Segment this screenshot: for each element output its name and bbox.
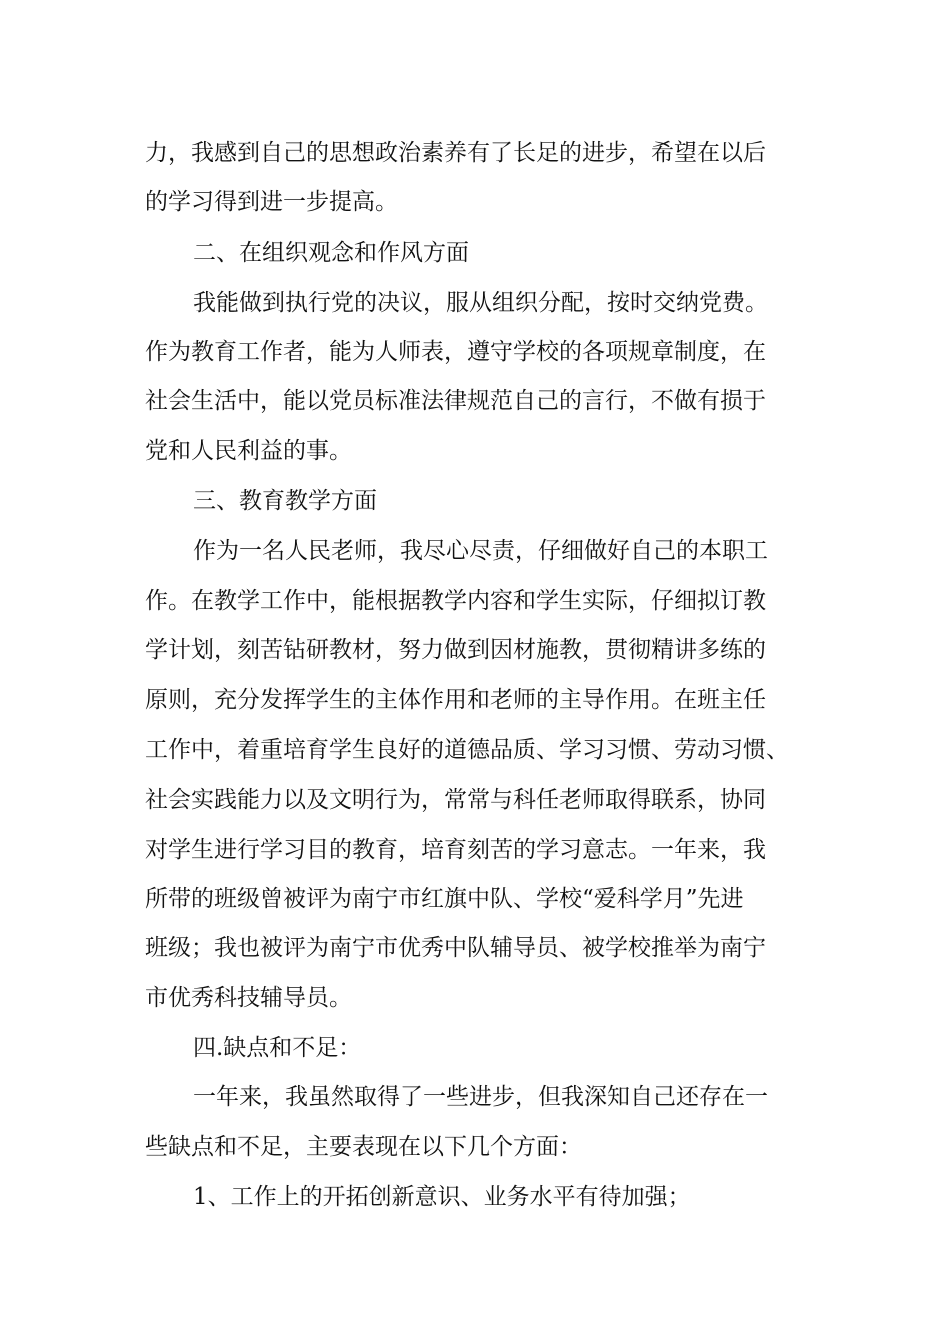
text-line: 我能做到执行党的决议，服从组织分配，按时交纳党费。 [193, 290, 768, 316]
section-heading: 二、在组织观念和作风方面 [193, 240, 469, 266]
text-line: 党和人民利益的事。 [145, 438, 352, 464]
text-line: 原则，充分发挥学生的主体作用和老师的主导作用。在班主任 [145, 687, 766, 713]
text-line: 对学生进行学习目的教育，培育刻苦的学习意志。一年来，我 [145, 837, 766, 863]
text-line: 学计划，刻苦钻研教材，努力做到因材施教，贯彻精讲多练的 [145, 637, 766, 663]
text-line: 作为教育工作者，能为人师表，遵守学校的各项规章制度，在 [145, 339, 766, 365]
text-line: 社会生活中，能以党员标准法律规范自己的言行，不做有损于 [145, 388, 766, 414]
text-line: 社会实践能力以及文明行为，常常与科任老师取得联系，协同 [145, 787, 766, 813]
text-line: 作为一名人民老师，我尽心尽责，仔细做好自己的本职工 [193, 538, 768, 564]
text-line: 作。在教学工作中，能根据教学内容和学生实际，仔细拟订教 [145, 588, 766, 614]
text-line: 市优秀科技辅导员。 [145, 985, 352, 1011]
text-line: 工作中，着重培育学生良好的道德品质、学习习惯、劳动习惯、 [145, 737, 789, 763]
text-line: 班级；我也被评为南宁市优秀中队辅导员、被学校推举为南宁 [145, 935, 766, 961]
text-line: 1、工作上的开拓创新意识、业务水平有待加强； [193, 1184, 691, 1210]
text-line: 些缺点和不足，主要表现在以下几个方面： [145, 1134, 582, 1160]
text-line: 所带的班级曾被评为南宁市红旗中队、学校“爱科学月”先进 [145, 886, 744, 912]
section-heading: 三、教育教学方面 [193, 488, 377, 514]
section-heading: 四.缺点和不足： [193, 1035, 362, 1061]
text-line: 力，我感到自己的思想政治素养有了长足的进步，希望在以后 [145, 140, 766, 166]
text-line: 一年来，我虽然取得了一些进步，但我深知自己还存在一 [193, 1084, 768, 1110]
text-line: 的学习得到进一步提高。 [145, 189, 398, 215]
